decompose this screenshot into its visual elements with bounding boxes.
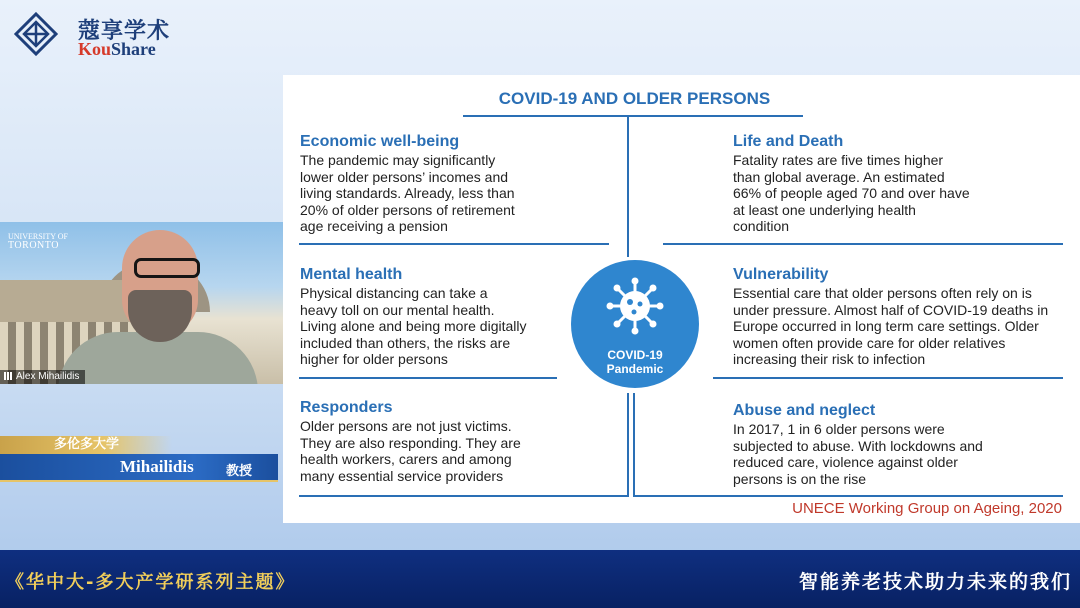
- koushare-logo-icon: [14, 12, 58, 56]
- speaker-video-feed[interactable]: [0, 222, 283, 384]
- section-body-responders: Older persons are not just victims. They are also responding. They are health workers, carers and among many essential service providers: [300, 418, 521, 484]
- series-title: 《华中大-多大产学研系列主题》: [6, 572, 296, 593]
- logo-english-text: KouShare: [78, 39, 156, 59]
- signal-strength-icon: [4, 372, 12, 380]
- koushare-logo: [14, 12, 184, 60]
- section-heading-abuse-neglect: Abuse and neglect: [733, 402, 876, 419]
- divider-top-right: [663, 243, 1063, 245]
- divider-top-left: [299, 243, 609, 245]
- speaker-affiliation: 多伦多大学: [0, 436, 172, 454]
- section-heading-vulnerability: Vulnerability: [733, 266, 829, 283]
- section-heading-economic: Economic well-being: [300, 133, 460, 150]
- title-underline: [463, 115, 803, 117]
- section-body-mental-health: Physical distancing can take a heavy toll on our mental health. Living alone and being more digitally included than others, the risks are higher for older persons: [300, 285, 527, 367]
- participant-name-tag: Alex Mihailidis: [0, 370, 85, 384]
- section-body-abuse-neglect: In 2017, 1 in 6 older persons were subjected to abuse. With lockdowns and reduced care, violence against older persons is on the rise: [733, 421, 983, 487]
- university-logo: UNIVERSITY OF TORONTO: [8, 232, 68, 251]
- section-heading-life-death: Life and Death: [733, 133, 844, 150]
- divider-bottom-right: [635, 495, 1063, 497]
- talk-theme: 智能养老技术助力未来的我们: [798, 571, 1072, 593]
- pandemic-label: COVID-19 Pandemic: [606, 348, 664, 376]
- divider-vertical-left: [627, 117, 629, 257]
- bottom-banner: [0, 550, 1080, 608]
- speaker-title: 教授: [226, 464, 253, 479]
- slide-title: COVID-19 AND OLDER PERSONS: [498, 89, 771, 108]
- divider-vertical-right: [633, 393, 635, 497]
- speaker-name: Mihailidis: [120, 457, 194, 476]
- divider-mid-left: [299, 377, 557, 379]
- covid-pandemic-circle: [571, 260, 699, 388]
- presentation-slide: [283, 75, 1080, 523]
- section-body-vulnerability: Essential care that older persons often rely on is under pressure. Almost half of COVID-19 deaths in Europe occurred in long term care settings. Older women often provide care for older relatives increasing their risk to infection: [733, 285, 1049, 367]
- divider-vertical-left-bottom: [627, 393, 629, 497]
- divider-bottom-left: [299, 495, 627, 497]
- speaker-nameplate: [0, 454, 278, 482]
- section-heading-mental-health: Mental health: [300, 266, 403, 283]
- logo-chinese-text: 蔻享学术: [78, 19, 171, 44]
- section-heading-responders: Responders: [300, 399, 393, 416]
- section-body-economic: The pandemic may significantly lower older persons’ incomes and living standards. Already, less than 20% of older persons of retirement age receiving a pension: [300, 152, 515, 234]
- slide-citation: UNECE Working Group on Ageing, 2020: [792, 500, 1062, 517]
- virus-icon: [603, 274, 667, 338]
- section-body-life-death: Fatality rates are five times higher than global average. An estimated 66% of people aged 70 and over have at least one underlying health condition: [733, 152, 970, 234]
- divider-mid-right: [713, 377, 1063, 379]
- speaker-glasses: [134, 258, 200, 278]
